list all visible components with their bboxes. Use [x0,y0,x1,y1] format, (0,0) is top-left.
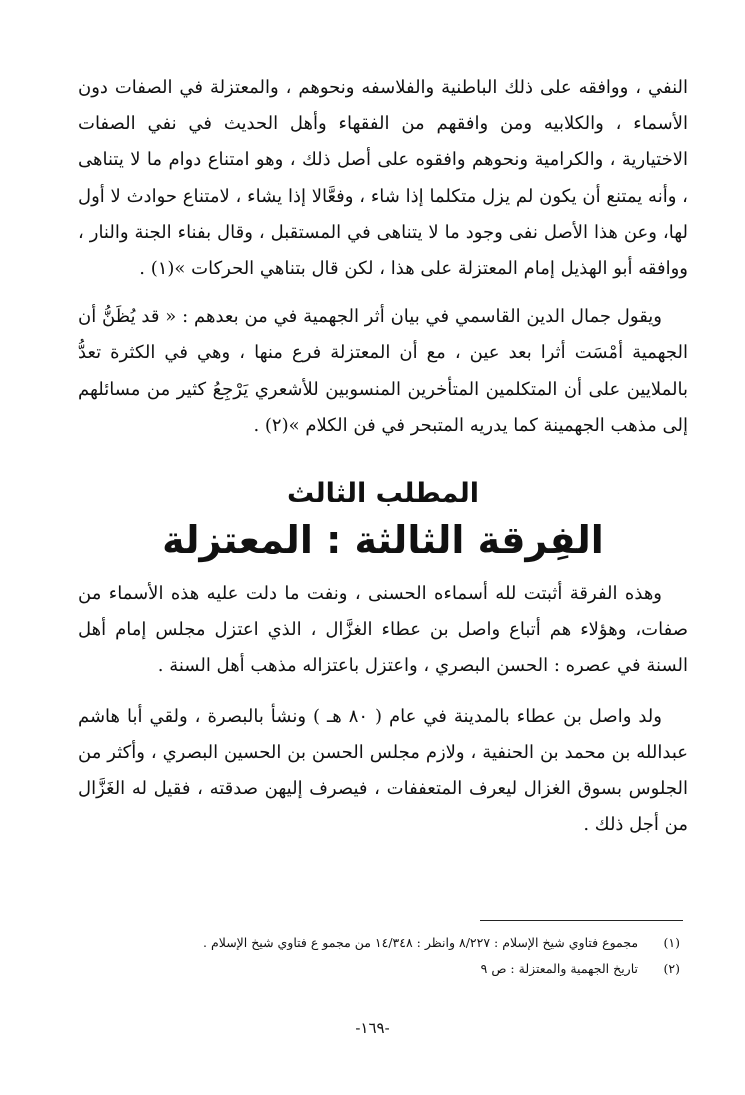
paragraph-3: وهذه الفرقة أثبتت لله أسماءه الحسنى ، ونفت ما دلت عليه هذه الأسماء من صفات، وهؤلاء هم أتباع واصل بن عطاء الغزَّال ، الذي اعتزل مجلس إمام أهل السنة في عصره : الحسن البصري ، واعتزل باعتزاله مذهب أهل السنة . [78,583,688,677]
footnote-text: مجموع فتاوي شيخ الإسلام : ٨/٢٢٧ وانظر : ١٤/٣٤٨ من مجمو ع فتاوي شيخ الإسلام . [203,935,639,950]
paragraph-4: ولد واصل بن عطاء بالمدينة في عام ( ٨٠ هـ ) ونشأ بالبصرة ، ولقي أبا هاشم عبدالله بن محمد بن الحنفية ، ولازم مجلس الحسن بن الحسين البصري ، وأكثر من الجلوس بسوق الغزال ليعرف المتعففات ، فيصرف إليهن صدقته ، فقيل له الغَزَّال من أجل ذلك . [78,705,688,836]
section-title: الفِرقة الثالثة : المعتزلة [162,518,604,563]
footnote-2 [120,956,680,982]
footnote-number: (١) [663,935,680,950]
footnote-text: تاريخ الجهمية والمعتزلة : ص ٩ [480,961,639,976]
footnote-divider [480,920,683,921]
footnote-number: (٢) [663,961,680,976]
section-headings [78,474,688,566]
paragraph-1: النفي ، ووافقه على ذلك الباطنية والفلاسفه ونحوهم ، والمعتزلة في الصفات دون الأسماء ، والكلابيه ومن وافقهم من الفقهاء وأهل الحديث في نفي الصفات الاختيارية ، والكرامية ونحوهم وافقوه على أصل ذلك ، وهو امتناع دوام ما لا يتناهى ، وأنه يمتنع أن يكون لم يزل متكلما إذا شاء ، وفعَّالا إذا يشاء ، لامتناع حوادث لا أول لها، وعن هذا الأصل نفى وجود ما لا يتناهى في المستقبل ، وقال بفناء الجنة والنار ، ووافقه أبو الهذيل إمام المعتزلة على هذا ، لكن قال بتناهي الحركات »(١) . [78,77,688,280]
paragraph-2: ويقول جمال الدين القاسمي في بيان أثر الجهمية في من بعدهم : « قد يُظَنُّ أن الجهمية أمْسَت أثرا بعد عين ، مع أن المعتزلة فرع منها ، وهي في الكثرة تعدُّ بالملايين على أن المتكلمين المتأخرين المنسوبين للأشعري يَرْجِعُ كثير من مسائلهم إلى مذهب الجهمينة كما يدريه المتبحر في فن الكلام »(٢) . [78,306,688,436]
page-body [78,70,688,843]
footnotes [120,930,680,982]
section-heading: المطلب الثالث [286,478,480,510]
page-number: -١٦٩- [355,1019,390,1037]
footnote-1 [120,930,680,956]
